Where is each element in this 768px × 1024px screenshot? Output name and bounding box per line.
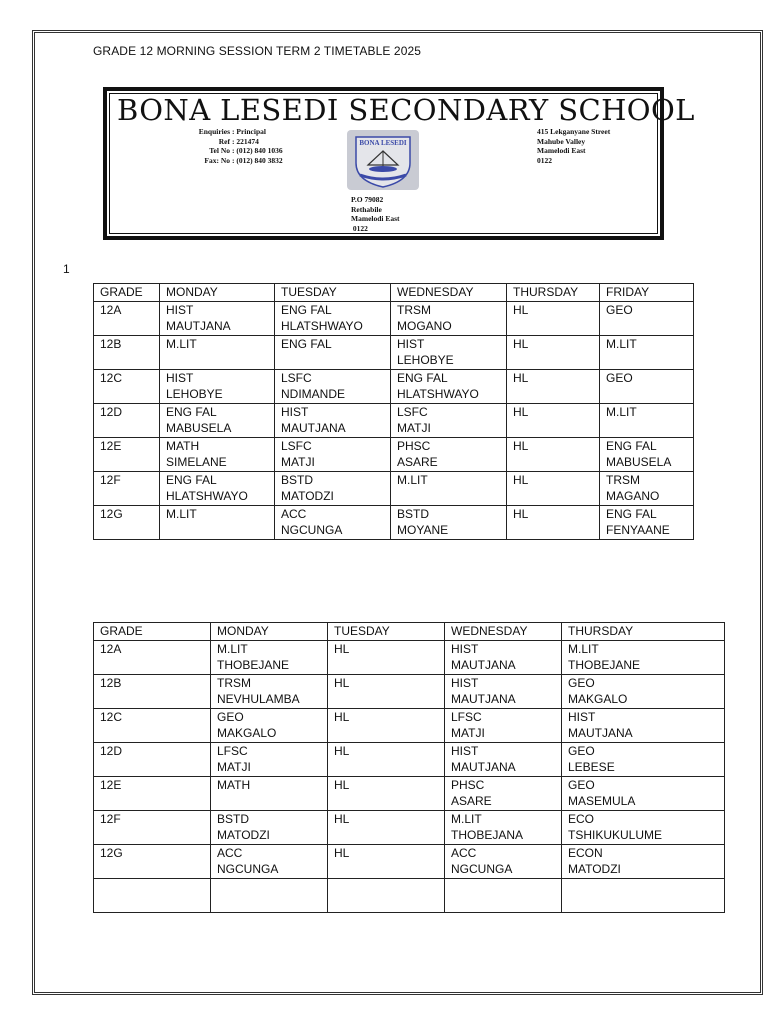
cell-subject: 12B [100,675,122,690]
contact-value: : Principal [232,127,266,136]
subject-cell [275,369,391,403]
cell-subject: M.LIT [606,336,637,351]
subject-cell [391,505,507,539]
cell-subject: GEO [568,675,595,690]
subject-cell [328,810,445,844]
cell-subject: HL [513,472,529,487]
table-row [94,403,694,437]
cell-subject: ECON [568,845,603,860]
column-header: GRADE [94,284,160,302]
subject-cell [445,810,562,844]
subject-cell [211,776,328,810]
column-header: FRIDAY [600,284,694,302]
subject-cell [562,742,725,776]
subject-cell [445,776,562,810]
cell-subject: M.LIT [606,404,637,419]
cell-subject: ACC [281,506,307,521]
cell-teacher: HLATSHWAYO [281,319,363,333]
subject-cell [445,844,562,878]
subject-cell [600,403,694,437]
cell-subject: PHSC [397,438,431,453]
subject-cell [211,640,328,674]
subject-cell [328,674,445,708]
timetable-header [94,284,694,302]
cell-teacher: THOBEJANE [217,658,290,672]
cell-subject: LFSC [451,709,482,724]
subject-cell [328,708,445,742]
cell-subject: GEO [606,370,633,385]
grade-cell [94,437,160,471]
cell-subject: M.LIT [166,336,197,351]
subject-cell [391,301,507,335]
cell-subject: HL [334,675,350,690]
cell-subject: BSTD [281,472,314,487]
table-row [94,742,725,776]
contact-row [177,127,283,137]
column-header: THURSDAY [562,623,725,641]
subject-cell [600,301,694,335]
cell-subject: 12C [100,370,123,385]
subject-cell [445,742,562,776]
subject-cell [160,505,275,539]
grade-cell [94,471,160,505]
school-letterhead [103,87,695,240]
column-header: TUESDAY [275,284,391,302]
cell-subject: HL [513,438,529,453]
cell-subject: PHSC [451,777,485,792]
column-header: TUESDAY [328,623,445,641]
cell-subject: HIST [451,641,479,656]
cell-subject: HIST [568,709,596,724]
cell-subject: HIST [281,404,309,419]
cell-subject: HL [334,743,350,758]
grade-cell [94,674,211,708]
timetable-body [94,640,725,912]
column-header: WEDNESDAY [445,623,562,641]
cell-subject: GEO [606,302,633,317]
cell-subject: HL [334,777,350,792]
subject-cell [562,776,725,810]
contact-value: : (012) 840 3832 [232,155,283,165]
subject-cell [160,301,275,335]
grade-cell [94,708,211,742]
cell-subject: GEO [568,777,595,792]
subject-cell [507,471,600,505]
cell-teacher: MAKGALO [217,726,277,740]
cell-subject: HL [513,336,529,351]
grade-cell [94,640,211,674]
cell-subject: ECO [568,811,595,826]
subject-cell [275,437,391,471]
contact-key: Ref [218,136,230,146]
postal-line: P.O 79082 [351,195,384,204]
grade-cell [94,505,160,539]
subject-cell [391,369,507,403]
cell-teacher: ASARE [451,794,492,808]
cell-teacher: MATODZI [217,828,270,842]
subject-cell [445,878,562,912]
cell-subject: 12E [100,438,122,453]
subject-cell [507,437,600,471]
cell-subject: HL [513,302,529,317]
subject-cell [391,437,507,471]
cell-teacher: MABUSELA [606,455,672,469]
cell-teacher: MAUTJANA [451,658,516,672]
subject-cell [391,403,507,437]
cell-subject: GEO [217,709,244,724]
cell-subject: HL [513,506,529,521]
cell-subject: MATH [217,777,251,792]
subject-cell [562,844,725,878]
cell-subject: MATH [166,438,200,453]
cell-teacher: MASEMULA [568,794,636,808]
cell-subject: 12A [100,302,122,317]
table-row [94,471,694,505]
school-name: BONA LESEDI SECONDARY SCHOOL [117,93,695,127]
logo-text: BONA LESEDI [359,139,407,147]
address-line: Mamelodi East [537,146,586,155]
subject-cell [391,471,507,505]
contact-row [177,156,283,166]
grade-cell [94,844,211,878]
subject-cell [562,878,725,912]
cell-teacher: MATJI [281,455,315,469]
cell-subject: 12E [100,777,122,792]
grade-cell [94,369,160,403]
cell-teacher: NGCUNGA [217,862,279,876]
table-row [94,640,725,674]
postal-line: Mamelodi East [351,214,400,223]
cell-subject: ENG FAL [166,404,217,419]
column-header: MONDAY [160,284,275,302]
cell-teacher: MATJI [451,726,485,740]
subject-cell [600,437,694,471]
cell-subject: 12D [100,743,123,758]
subject-cell [211,878,328,912]
cell-subject: ENG FAL [606,506,657,521]
table-row [94,844,725,878]
cell-teacher: MAUTJANA [451,760,516,774]
cell-teacher: MAUTJANA [166,319,231,333]
subject-cell [275,301,391,335]
table-row [94,674,725,708]
table-row [94,301,694,335]
street-address [537,127,610,165]
subject-cell [445,708,562,742]
subject-cell [160,335,275,369]
subject-cell [160,369,275,403]
subject-cell [328,640,445,674]
postal-address [351,195,400,233]
grade-cell [94,776,211,810]
cell-subject: ACC [217,845,243,860]
timetable-week-2 [93,622,725,913]
cell-subject: HL [513,370,529,385]
cell-teacher: MATJI [397,421,431,435]
table-row [94,437,694,471]
contact-key: Tel No [209,146,230,155]
subject-cell [562,640,725,674]
cell-subject: ENG FAL [606,438,657,453]
timetable-header [94,623,725,641]
timetable-week-1 [93,283,694,540]
cell-teacher: HLATSHWAYO [166,489,248,503]
cell-subject: M.LIT [397,472,428,487]
cell-teacher: MAUTJANA [451,692,516,706]
table-row [94,708,725,742]
postal-line: 0122 [351,223,368,233]
cell-subject: ENG FAL [397,370,448,385]
subject-cell [507,335,600,369]
cell-teacher: MABUSELA [166,421,232,435]
subject-cell [600,335,694,369]
subject-cell [160,471,275,505]
contact-key: Fax: No [204,155,230,165]
cell-subject: LSFC [281,438,312,453]
cell-subject: ENG FAL [281,302,332,317]
cell-subject: TRSM [397,302,431,317]
column-header: THURSDAY [507,284,600,302]
subject-cell [507,369,600,403]
grade-cell [94,878,211,912]
cell-teacher: FENYAANE [606,523,670,537]
cell-teacher: THOBEJANE [568,658,641,672]
subject-cell [328,742,445,776]
subject-cell [328,878,445,912]
cell-subject: 12A [100,641,122,656]
postal-line: Rethabile [351,204,382,214]
subject-cell [562,708,725,742]
cell-subject: M.LIT [217,641,248,656]
address-line: Mahube Valley [537,136,586,146]
contact-key: Enquiries [198,127,230,136]
table-row [94,878,725,912]
cell-teacher: MOGANO [397,319,452,333]
cell-teacher: MAUTJANA [568,726,633,740]
cell-teacher: THOBEJANA [451,828,524,842]
cell-teacher: MATODZI [281,489,334,503]
contact-details [177,127,283,165]
cell-subject: 12C [100,709,123,724]
cell-subject: LSFC [397,404,428,419]
subject-cell [211,708,328,742]
subject-cell [445,674,562,708]
cell-teacher: NEVHULAMBA [217,692,300,706]
address-line: 415 Lekganyane Street [537,127,611,136]
cell-subject: 12G [100,845,123,860]
cell-teacher: NGCUNGA [281,523,343,537]
subject-cell [507,301,600,335]
cell-subject: HIST [166,370,194,385]
cell-subject: HL [334,845,350,860]
subject-cell [211,810,328,844]
subject-cell [562,674,725,708]
cell-subject: ACC [451,845,477,860]
cell-teacher: LEHOBYE [166,387,223,401]
cell-subject: 12F [100,811,121,826]
cell-subject: HIST [451,675,479,690]
cell-teacher: MATJI [217,760,251,774]
subject-cell [600,471,694,505]
subject-cell [275,505,391,539]
header-row [94,623,725,641]
cell-subject: 12B [100,336,122,351]
subject-cell [600,505,694,539]
table-row [94,335,694,369]
contact-row [177,146,283,156]
document-title: GRADE 12 MORNING SESSION TERM 2 TIMETABLE 2025 [93,44,422,58]
cell-subject: HIST [397,336,425,351]
subject-cell [445,640,562,674]
subject-cell [328,844,445,878]
cell-teacher: TSHIKUKULUME [568,828,663,842]
school-logo-icon [346,129,420,191]
column-header: WEDNESDAY [391,284,507,302]
cell-teacher: MAKGALO [568,692,628,706]
subject-cell [391,335,507,369]
subject-cell [275,403,391,437]
cell-teacher: LEHOBYE [397,353,454,367]
table-row [94,776,725,810]
section-number: 1 [63,262,70,276]
subject-cell [328,776,445,810]
cell-teacher: MATODZI [568,862,621,876]
header-row [94,284,694,302]
cell-subject: HL [334,641,350,656]
timetable-body [94,301,694,539]
grade-cell [94,403,160,437]
cell-subject: HL [334,709,350,724]
table-row [94,369,694,403]
table-row [94,505,694,539]
cell-subject: BSTD [397,506,430,521]
cell-teacher: SIMELANE [166,455,227,469]
cell-subject: BSTD [217,811,250,826]
table-row [94,810,725,844]
contact-row [177,137,283,147]
cell-subject: HIST [166,302,194,317]
cell-subject: 12D [100,404,123,419]
cell-subject: TRSM [606,472,640,487]
cell-subject: LSFC [281,370,312,385]
cell-teacher: MAUTJANA [281,421,346,435]
subject-cell [507,505,600,539]
cell-teacher: NGCUNGA [451,862,513,876]
subject-cell [211,844,328,878]
cell-teacher: NDIMANDE [281,387,346,401]
grade-cell [94,335,160,369]
cell-teacher: MAGANO [606,489,660,503]
subject-cell [275,335,391,369]
cell-subject: HL [334,811,350,826]
subject-cell [600,369,694,403]
grade-cell [94,742,211,776]
grade-cell [94,810,211,844]
cell-subject: M.LIT [451,811,482,826]
subject-cell [562,810,725,844]
column-header: MONDAY [211,623,328,641]
address-line: 0122 [537,155,552,165]
cell-teacher: HLATSHWAYO [397,387,479,401]
cell-teacher: ASARE [397,455,438,469]
contact-value: : (012) 840 1036 [232,146,283,155]
contact-value: : 221474 [232,136,259,146]
cell-subject: HIST [451,743,479,758]
cell-subject: ENG FAL [166,472,217,487]
cell-teacher: MOYANE [397,523,449,537]
cell-subject: HL [513,404,529,419]
column-header: GRADE [94,623,211,641]
cell-subject: ENG FAL [281,336,332,351]
subject-cell [275,471,391,505]
cell-subject: GEO [568,743,595,758]
cell-subject: M.LIT [568,641,599,656]
cell-subject: M.LIT [166,506,197,521]
subject-cell [507,403,600,437]
cell-subject: 12F [100,472,121,487]
subject-cell [160,403,275,437]
cell-subject: TRSM [217,675,251,690]
cell-subject: 12G [100,506,123,521]
subject-cell [211,742,328,776]
subject-cell [160,437,275,471]
cell-subject: LFSC [217,743,248,758]
cell-teacher: LEBESE [568,760,615,774]
subject-cell [211,674,328,708]
grade-cell [94,301,160,335]
